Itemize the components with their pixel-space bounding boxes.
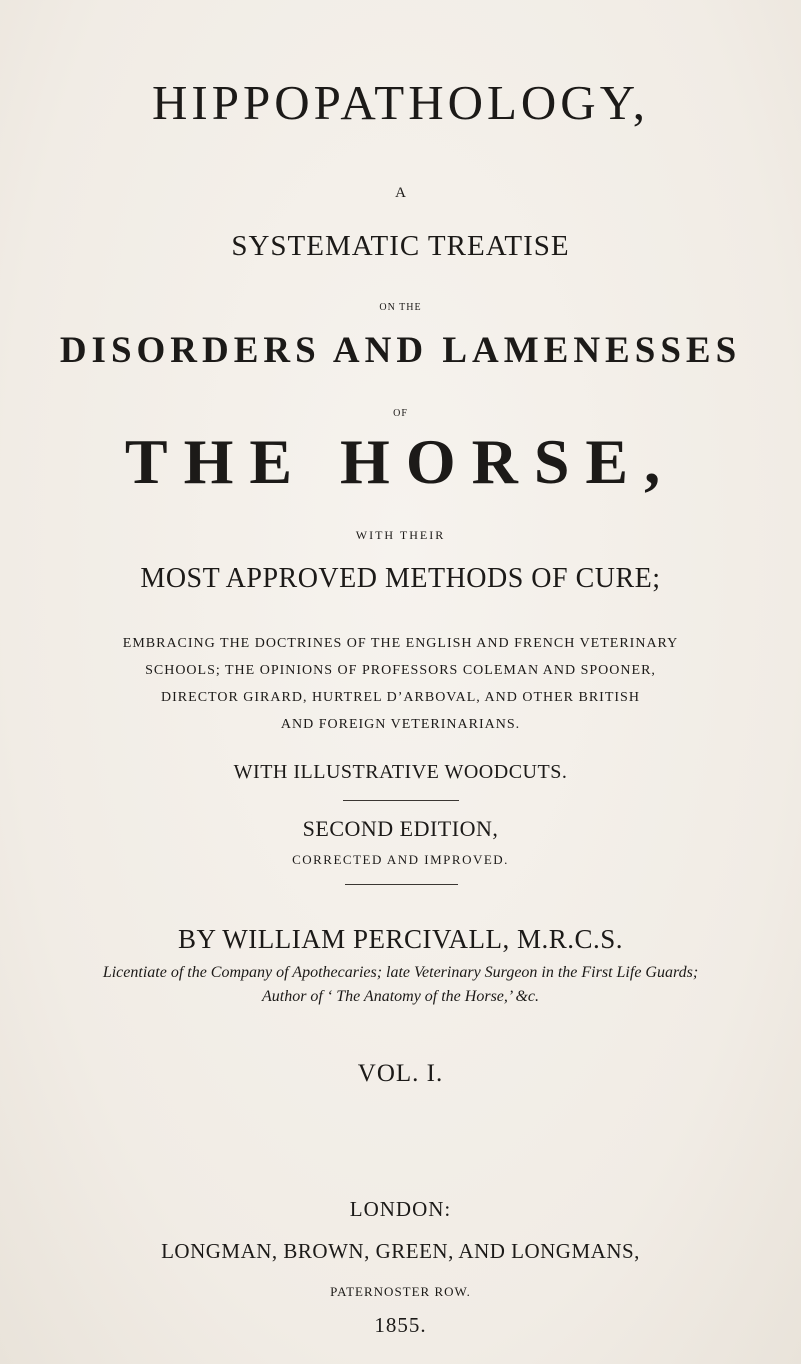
embracing-line: SCHOOLS; THE OPINIONS OF PROFESSORS COLEMAN AND SPOONER, xyxy=(145,663,656,678)
edition-statement: SECOND EDITION, xyxy=(302,816,499,841)
title-article: A xyxy=(395,185,406,201)
author-line: BY WILLIAM PERCIVALL, M.R.C.S. xyxy=(177,924,624,954)
methods-heading: MOST APPROVED METHODS OF CURE; xyxy=(140,563,661,594)
subject-heading: DISORDERS AND LAMENESSES xyxy=(59,330,742,371)
embracing-line: DIRECTOR GIRARD, HURTREL D’ARBOVAL, AND OTHER BRITISH xyxy=(161,690,640,705)
author-credentials-line: Licentiate of the Company of Apothecaries; late Veterinary Surgeon in the First Life Guards; xyxy=(102,964,699,981)
connector-with-their: WITH THEIR xyxy=(355,528,446,542)
divider-rule xyxy=(345,884,458,885)
imprint-address: PATERNOSTER ROW. xyxy=(330,1284,471,1299)
volume-number: VOL. I. xyxy=(357,1060,444,1087)
connector-of: OF xyxy=(393,408,408,419)
imprint-year: 1855. xyxy=(374,1313,427,1337)
book-title: HIPPOPATHOLOGY, xyxy=(151,75,650,130)
book-subtitle: SYSTEMATIC TREATISE xyxy=(231,230,570,262)
connector-on-the: ON THE xyxy=(379,302,422,313)
divider-rule xyxy=(343,800,459,801)
woodcuts-note: WITH ILLUSTRATIVE WOODCUTS. xyxy=(233,761,568,783)
imprint-place: LONDON: xyxy=(349,1197,452,1221)
edition-note: CORRECTED AND IMPROVED. xyxy=(292,852,509,867)
author-credentials-line: Author of ‘ The Anatomy of the Horse,’ &c. xyxy=(261,988,539,1005)
embracing-line: EMBRACING THE DOCTRINES OF THE ENGLISH AND FRENCH VETERINARY xyxy=(122,636,679,651)
imprint-publishers: LONGMAN, BROWN, GREEN, AND LONGMANS, xyxy=(161,1239,640,1263)
embracing-line: AND FOREIGN VETERINARIANS. xyxy=(280,717,521,732)
animal-heading: THE HORSE, xyxy=(124,426,677,497)
